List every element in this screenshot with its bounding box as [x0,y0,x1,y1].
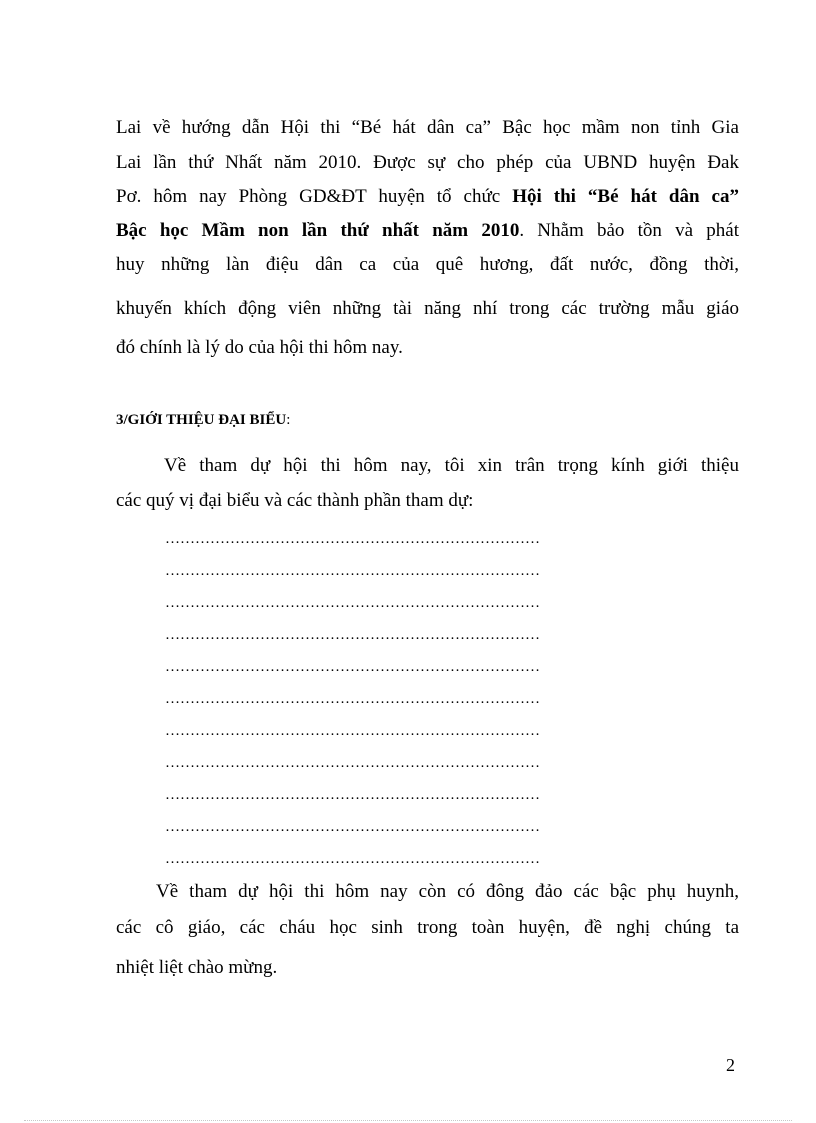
bold-text: Bậc học Mầm non lần thứ nhất năm 2010 [116,220,520,241]
dotted-placeholder-line: ………………………………………………………………… [165,755,540,771]
dotted-placeholder-line: ………………………………………………………………… [165,595,540,611]
closing-line: Về tham dự hội thi hôm nay còn có đông đảo các bậc phụ huynh, [156,881,739,902]
page-bottom-border [24,1120,792,1121]
dotted-placeholder-line: ………………………………………………………………… [165,723,540,739]
closing-line: các cô giáo, các cháu học sinh trong toàn huyện, đề nghị chúng ta [116,917,739,938]
section-heading [116,405,739,435]
text-span: Pơ. hôm nay Phòng GD&ĐT huyện tổ chức [116,186,513,207]
dotted-placeholder-line: ………………………………………………………………… [165,531,540,547]
heading-colon: : [286,412,291,428]
paragraph-line: đó chính là lý do của hội thi hôm nay. [116,337,403,358]
bold-text: Hội thi “Bé hát dân ca” [512,186,739,207]
heading-text: 3/GIỚI THIỆU ĐẠI BIỂU [116,412,287,428]
intro-line: các quý vị đại biểu và các thành phần tham dự: [116,490,474,511]
dotted-placeholder-line: ………………………………………………………………… [165,851,540,867]
paragraph-line: khuyến khích động viên những tài năng nhí trong các trường mẫu giáo [116,298,739,319]
closing-line: nhiệt liệt chào mừng. [116,957,278,978]
paragraph-line [116,182,739,212]
paragraph-line [116,216,739,246]
dotted-placeholder-line: ………………………………………………………………… [165,787,540,803]
paragraph-line: Lai lần thứ Nhất năm 2010. Được sự cho phép của UBND huyện Đak [116,152,739,173]
paragraph-line: Lai về hướng dẫn Hội thi “Bé hát dân ca” Bậc học mầm non tỉnh Gia [116,117,739,138]
dotted-placeholder-line: ………………………………………………………………… [165,627,540,643]
dotted-placeholder-line: ………………………………………………………………… [165,819,540,835]
dotted-placeholder-line: ………………………………………………………………… [165,691,540,707]
text-span: . Nhằm bảo tồn và phát [519,220,740,241]
paragraph-line: huy những làn điệu dân ca của quê hương, đất nước, đồng thời, [116,254,739,275]
page-number: 2 [726,1055,735,1075]
dotted-placeholder-line: ………………………………………………………………… [165,659,540,675]
intro-line: Về tham dự hội thi hôm nay, tôi xin trân trọng kính giới thiệu [164,455,739,476]
dotted-placeholder-line: ………………………………………………………………… [165,563,540,579]
